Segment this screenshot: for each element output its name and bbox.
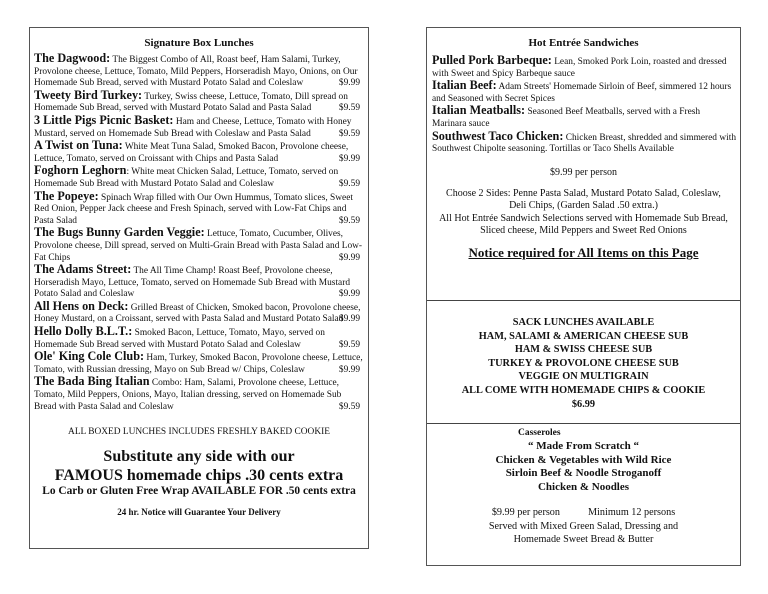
item-price: $9.99 bbox=[338, 78, 360, 89]
hot-sandwich-item bbox=[432, 105, 736, 130]
item-name: Pulled Pork Barbeque: bbox=[432, 53, 552, 67]
item-name: The Bugs Bunny Garden Veggie: bbox=[34, 225, 205, 240]
signature-box-lunches-panel bbox=[29, 27, 369, 549]
sack-line: TURKEY & PROVOLONE CHEESE SUB bbox=[488, 357, 679, 369]
sides-note bbox=[427, 188, 740, 238]
item-name: Hello Dolly B.L.T.: bbox=[34, 324, 133, 339]
item-description: Chicken Breast, shredded and simmered with Southwest Chipolte seasoning. Tortillas or Taco Shells Available bbox=[432, 132, 737, 155]
casserole-price: $9.99 per person bbox=[491, 507, 560, 518]
menu-item bbox=[34, 351, 364, 376]
item-name: The Bada Bing Italian bbox=[34, 374, 150, 389]
sides-text: Choose 2 Sides: Penne Pasta Salad, Mustard Potato Salad, Coleslaw, Deli Chips, (Garden Salad .50 extra.) bbox=[446, 187, 721, 212]
casserole-minimum: Minimum 12 persons bbox=[588, 507, 676, 518]
menu-item bbox=[34, 227, 364, 264]
sack-line: VEGGIE ON MULTIGRAIN bbox=[518, 371, 649, 383]
hot-sandwich-item bbox=[432, 128, 737, 156]
hot-sandwich-item bbox=[432, 80, 736, 105]
menu-item bbox=[34, 188, 364, 228]
item-name: 3 Little Pigs Picnic Basket: bbox=[34, 112, 174, 127]
casserole-dish: Sirloin Beef & Noodle Stroganoff bbox=[505, 467, 662, 479]
menu-item bbox=[34, 53, 364, 90]
casserole-served-with: Homemade Sweet Bread & Butter bbox=[513, 534, 654, 546]
item-description: Spinach Wrap filled with Our Own Hummus, Tomato slices, Sweet Red Onion, Pepper Jack cheese and Fresh Spinach, served with Low-Fat Chips and Pasta Salad bbox=[34, 192, 353, 226]
right-panel bbox=[426, 27, 741, 566]
item-price: $9.99 bbox=[338, 314, 360, 325]
casseroles-section bbox=[427, 428, 740, 547]
substitute-line-1: Substitute any side with our bbox=[103, 448, 295, 466]
cookie-note: ALL BOXED LUNCHES INCLUDES FRESHLY BAKED COOKIE bbox=[68, 427, 330, 438]
item-description: : White meat Chicken Salad, Lettuce, Tomato, served on Homemade Sub Bread with Mustard Potato Salad and Coleslaw bbox=[34, 167, 339, 189]
item-description: Smoked Bacon, Lettuce, Tomato, Mayo, served on Homemade Sub Bread served with Mustard Potato Salad and Coleslaw bbox=[34, 328, 325, 350]
item-price: $9.59 bbox=[338, 215, 360, 226]
item-price: $9.99 bbox=[338, 153, 360, 164]
item-description: Combo: Ham, Salami, Provolone cheese, Lettuce, Tomato, Mild Peppers, Onions, Mayo, Italian dressing, served on Homemade Sub Bread with Pasta Salad and Coleslaw bbox=[34, 378, 342, 412]
menu-item bbox=[34, 264, 364, 301]
item-description: Adam Streets' Homemade Sirloin of Beef, simmered 12 hours and Seasoned with Secret Spices bbox=[432, 82, 732, 104]
section-title: Signature Box Lunches bbox=[144, 37, 254, 49]
item-description: Turkey, Swiss cheese, Lettuce, Tomato, Dill spread on Homemade Sub Bread, served with Mustard Potato Salad and Pasta Salad bbox=[34, 91, 348, 114]
casserole-dish: Chicken & Vegetables with Wild Rice bbox=[495, 453, 672, 466]
sack-line: ALL COME WITH HOMEMADE CHIPS & COOKIE bbox=[461, 384, 706, 396]
sack-price: $6.99 bbox=[571, 398, 596, 410]
menu-item bbox=[34, 140, 364, 165]
item-price: $9.59 bbox=[338, 339, 360, 350]
wrap-note: Lo Carb or Gluten Free Wrap AVAILABLE FOR .50 cents extra bbox=[42, 485, 356, 498]
sack-line: SACK LUNCHES AVAILABLE bbox=[512, 317, 655, 328]
item-name: Southwest Taco Chicken: bbox=[432, 128, 564, 143]
menu-item bbox=[34, 112, 364, 140]
notice-required: Notice required for All Items on this Page bbox=[468, 245, 699, 261]
menu-item bbox=[34, 376, 364, 413]
substitute-note bbox=[30, 447, 368, 485]
item-price: $9.99 bbox=[338, 252, 360, 263]
hot-sandwich-item bbox=[432, 55, 736, 80]
hot-sandwich-list bbox=[432, 55, 736, 156]
item-name: The Popeye: bbox=[34, 188, 99, 203]
casseroles-title: Casseroles bbox=[518, 428, 561, 438]
item-price: $9.99 bbox=[338, 364, 360, 375]
item-description: The Biggest Combo of All, Roast beef, Ham Salami, Turkey, Provolone cheese, Lettuce, Tomato, Mild Peppers, Horseradish Mayo, Onions, on Our Homemade Sub Bread, served with Mustard Potato Salad and Coleslaw bbox=[34, 55, 358, 89]
item-description: Lean, Smoked Pork Loin, roasted and dressed with Sweet and Spicy Barbeque sauce bbox=[432, 57, 727, 79]
item-name: Tweety Bird Turkey: bbox=[34, 87, 143, 102]
item-description: Grilled Breast of Chicken, Smoked bacon, Provolone cheese, Honey Mustard, on a Croissant, served with Pasta Salad and Mustard Potato Salad bbox=[34, 302, 361, 325]
sack-line: HAM & SWISS CHEESE SUB bbox=[514, 344, 653, 356]
item-name: Italian Meatballs: bbox=[432, 103, 526, 118]
hot-sandwich-price: $9.99 per person bbox=[550, 166, 617, 178]
section-title: Hot Entrée Sandwiches bbox=[528, 37, 639, 49]
casserole-tagline: “ Made From Scratch “ bbox=[528, 440, 639, 452]
item-price: $9.99 bbox=[338, 289, 360, 300]
casserole-dish: Chicken & Noodles bbox=[537, 480, 630, 493]
item-price: $9.59 bbox=[338, 178, 360, 189]
divider bbox=[427, 300, 740, 301]
item-name: A Twist on Tuna: bbox=[34, 138, 123, 153]
served-with-text: All Hot Entrée Sandwich Selections served with Homemade Sub Bread, Sliced cheese, Mild Peppers and Sweet Red Onions bbox=[439, 212, 728, 236]
menu-item bbox=[34, 165, 364, 190]
sack-line: HAM, SALAMI & AMERICAN CHEESE SUB bbox=[478, 330, 689, 342]
item-price: $9.59 bbox=[338, 128, 360, 139]
delivery-note: 24 hr. Notice will Guarantee Your Delivery bbox=[117, 507, 281, 518]
menu-item bbox=[34, 298, 364, 326]
menu-item-list bbox=[34, 53, 364, 413]
item-price: $9.59 bbox=[338, 103, 360, 114]
item-description: Ham, Turkey, Smoked Bacon, Provolone cheese, Lettuce, Tomato, with Russian dressing, Mayo on Sub Bread w/ Chips, Coleslaw bbox=[34, 353, 363, 375]
item-description: The All Time Champ! Roast Beef, Provolone cheese, Horseradish Mayo, Lettuce, Tomato, served on Homemade Sub Bread with Mustard Potato Salad and Coleslaw bbox=[34, 266, 351, 300]
menu-item bbox=[34, 326, 364, 351]
item-description: White Meat Tuna Salad, Smoked Bacon, Provolone cheese, Lettuce, Tomato, served on Croissant with Chips and Pasta Salad bbox=[34, 142, 349, 164]
item-name: Foghorn Leghorn bbox=[34, 163, 127, 178]
item-description: Seasoned Beef Meatballs, served with a Fresh Marinara sauce bbox=[432, 107, 701, 129]
item-price: $9.59 bbox=[338, 401, 360, 412]
substitute-line-2: FAMOUS homemade chips .30 cents extra bbox=[54, 467, 344, 485]
divider bbox=[427, 423, 740, 424]
item-name: Italian Beef: bbox=[432, 78, 497, 93]
item-name: Ole' King Cole Club: bbox=[34, 349, 145, 364]
item-name: The Adams Street: bbox=[34, 262, 132, 277]
item-name: The Dagwood: bbox=[34, 51, 111, 65]
menu-item bbox=[34, 87, 364, 115]
sack-lunches-section bbox=[427, 316, 740, 411]
item-description: Lettuce, Tomato, Cucumber, Olives, Provolone cheese, Dill spread, served on Multi-Grain Bread with Pasta Salad and Low-Fat Chips bbox=[34, 229, 363, 263]
item-name: All Hens on Deck: bbox=[34, 298, 129, 313]
casserole-served-with: Served with Mixed Green Salad, Dressing and bbox=[488, 520, 679, 532]
item-description: Ham and Cheese, Lettuce, Tomato with Honey Mustard, served on Homemade Sub Bread with Coleslaw and Pasta Salad bbox=[34, 116, 352, 139]
